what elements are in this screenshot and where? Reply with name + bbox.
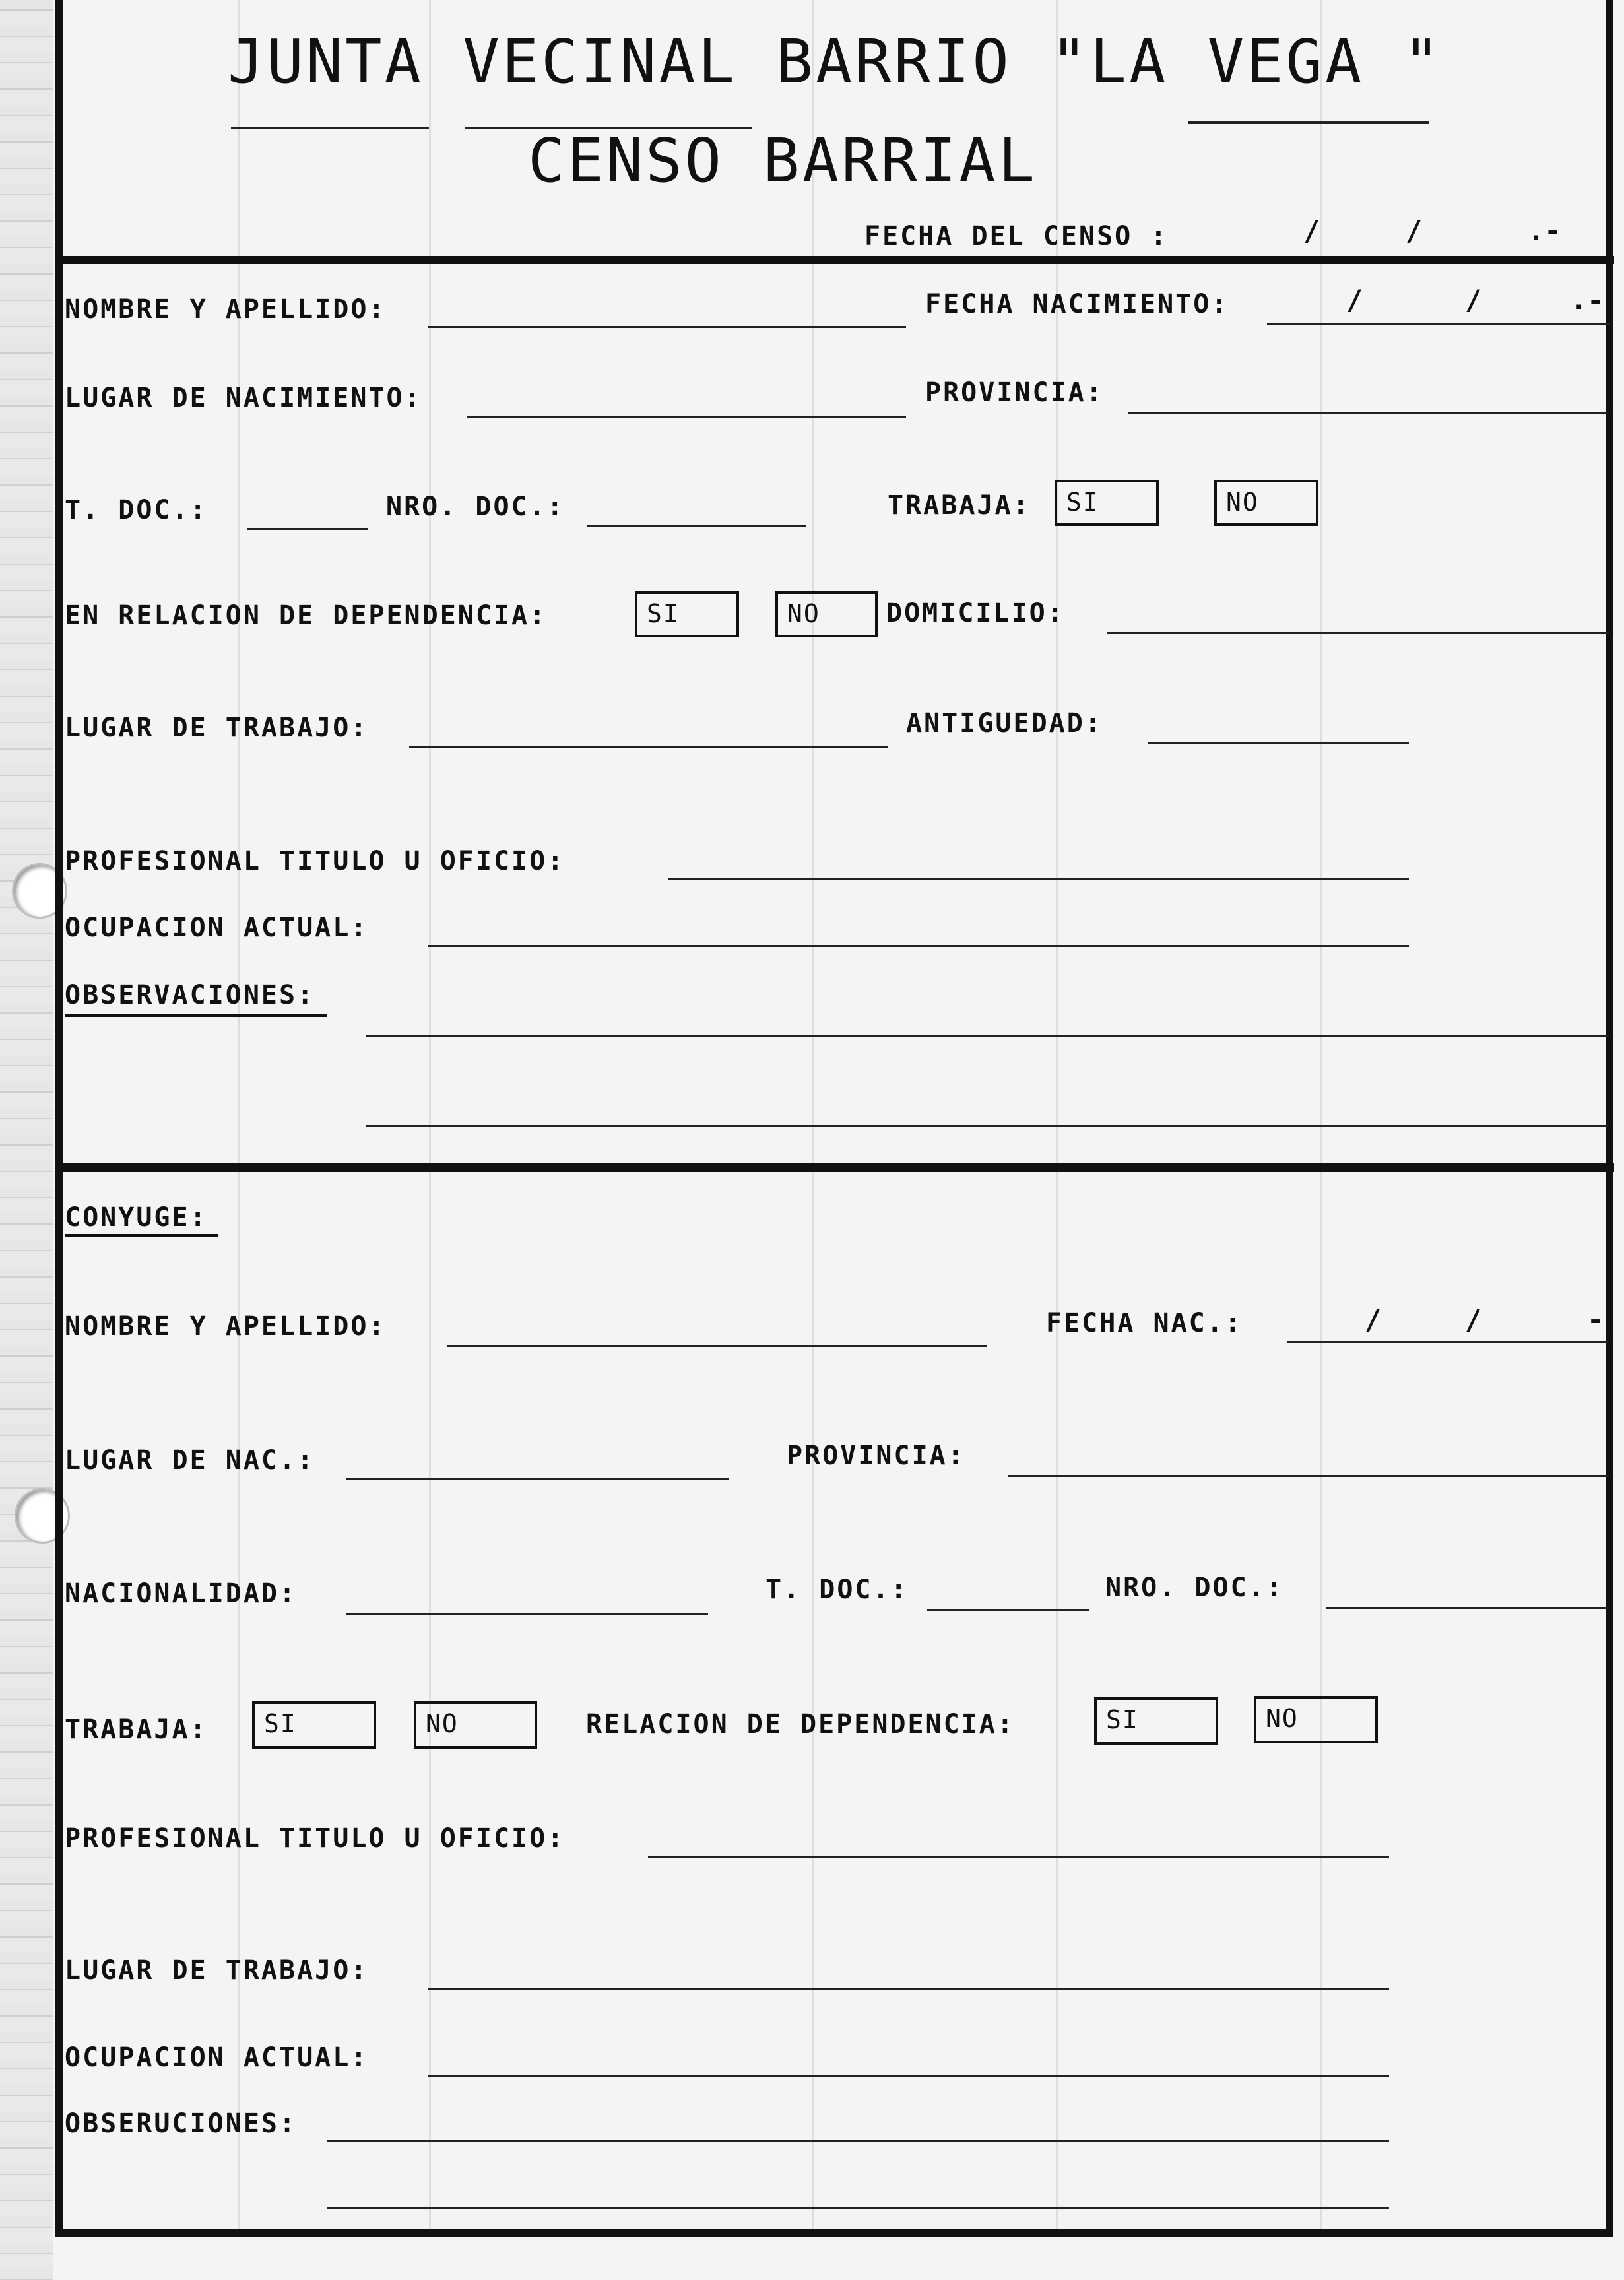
name-label: NOMBRE Y APELLIDO:	[65, 294, 387, 325]
date-separator: /	[1465, 1303, 1482, 1336]
header-divider	[55, 256, 1614, 264]
works-yes-checkbox[interactable]: SI	[1055, 480, 1159, 526]
spouse-occupation-field[interactable]	[428, 2075, 1389, 2077]
birth-place-label: LUGAR DE NACIMIENTO:	[65, 383, 422, 413]
spouse-doc-type-field[interactable]	[927, 1609, 1089, 1611]
spouse-profession-field[interactable]	[648, 1856, 1389, 1858]
census-date-label: FECHA DEL CENSO :	[864, 221, 1169, 251]
title-underline	[1188, 121, 1429, 124]
occupation-label: OCUPACION ACTUAL:	[65, 913, 369, 943]
seniority-label: ANTIGUEDAD:	[906, 708, 1103, 738]
dependency-label: EN RELACION DE DEPENDENCIA:	[65, 601, 548, 631]
profession-field[interactable]	[668, 878, 1409, 880]
doc-type-field[interactable]	[247, 528, 368, 530]
spouse-section-underline	[65, 1234, 218, 1237]
spouse-nationality-label: NACIONALIDAD:	[65, 1579, 298, 1609]
dependency-yes-checkbox[interactable]: SI	[635, 591, 739, 637]
form-subtitle: CENSO BARRIAL	[528, 125, 1038, 196]
spouse-province-field[interactable]	[1008, 1475, 1609, 1477]
spouse-dependency-no-checkbox[interactable]: NO	[1254, 1696, 1378, 1743]
observations-label-underline	[65, 1014, 327, 1017]
spouse-doc-number-field[interactable]	[1326, 1607, 1609, 1609]
dependency-no-checkbox[interactable]: NO	[775, 591, 878, 637]
profession-label: PROFESIONAL TITULO U OFICIO:	[65, 846, 566, 876]
spouse-province-label: PROVINCIA:	[787, 1441, 965, 1471]
date-end-mark: .-	[1528, 214, 1561, 247]
spouse-birth-place-field[interactable]	[346, 1478, 729, 1480]
address-label: DOMICILIO:	[886, 598, 1065, 628]
date-end-mark: -	[1587, 1303, 1604, 1336]
date-separator: /	[1406, 214, 1423, 247]
spouse-nationality-field[interactable]	[346, 1613, 708, 1615]
spouse-doc-number-label: NRO. DOC.:	[1105, 1573, 1284, 1603]
province-field[interactable]	[1128, 412, 1609, 414]
workplace-label: LUGAR DE TRABAJO:	[65, 713, 369, 743]
spouse-works-label: TRABAJA:	[65, 1714, 208, 1745]
date-end-mark: .-	[1571, 284, 1604, 316]
date-separator: /	[1346, 284, 1363, 316]
date-separator: /	[1303, 214, 1320, 247]
province-label: PROVINCIA:	[925, 377, 1104, 408]
spouse-works-no-checkbox[interactable]: NO	[414, 1701, 537, 1749]
observations-field-line-2[interactable]	[366, 1125, 1609, 1127]
spouse-doc-type-label: T. DOC.:	[765, 1575, 909, 1605]
seniority-field[interactable]	[1148, 742, 1409, 744]
date-separator: /	[1465, 284, 1482, 316]
observations-label: OBSERVACIONES:	[65, 980, 315, 1010]
birth-date-field[interactable]	[1267, 323, 1610, 325]
name-field[interactable]	[428, 326, 906, 328]
form-title: JUNTA VECINAL BARRIO "LA VEGA "	[228, 26, 1443, 97]
spouse-birth-place-label: LUGAR DE NAC.:	[65, 1445, 315, 1476]
spouse-dependency-yes-checkbox[interactable]: SI	[1094, 1697, 1218, 1745]
spouse-name-field[interactable]	[447, 1345, 987, 1347]
address-field[interactable]	[1107, 632, 1609, 634]
works-no-checkbox[interactable]: NO	[1214, 480, 1318, 526]
title-underline	[231, 127, 429, 129]
occupation-field[interactable]	[428, 945, 1409, 947]
birth-date-label: FECHA NACIMIENTO:	[925, 289, 1229, 319]
doc-type-label: T. DOC.:	[65, 495, 208, 525]
spouse-works-yes-checkbox[interactable]: SI	[252, 1701, 376, 1749]
workplace-field[interactable]	[409, 746, 888, 748]
works-label: TRABAJA:	[888, 490, 1031, 521]
observations-field-line-1[interactable]	[366, 1035, 1609, 1037]
spouse-observations-field-line-1[interactable]	[327, 2140, 1389, 2142]
birth-place-field[interactable]	[467, 416, 906, 418]
spouse-observations-label: OBSERUCIONES:	[65, 2108, 298, 2139]
spouse-birth-date-field[interactable]	[1287, 1341, 1609, 1343]
spouse-dependency-label: RELACION DE DEPENDENCIA:	[586, 1709, 1015, 1740]
doc-number-label: NRO. DOC.:	[386, 492, 565, 522]
spouse-occupation-label: OCUPACION ACTUAL:	[65, 2042, 369, 2073]
form-frame	[55, 0, 1613, 2237]
spouse-observations-field-line-2[interactable]	[327, 2207, 1389, 2209]
spouse-birth-date-label: FECHA NAC.:	[1046, 1308, 1243, 1338]
section-divider	[55, 1163, 1614, 1172]
spouse-name-label: NOMBRE Y APELLIDO:	[65, 1311, 387, 1342]
spouse-workplace-field[interactable]	[428, 1988, 1389, 1990]
doc-number-field[interactable]	[587, 525, 806, 527]
spouse-section-label: CONYUGE:	[65, 1202, 208, 1233]
spouse-workplace-label: LUGAR DE TRABAJO:	[65, 1955, 369, 1986]
left-margin	[0, 0, 53, 2280]
spouse-profession-label: PROFESIONAL TITULO U OFICIO:	[65, 1823, 566, 1854]
date-separator: /	[1365, 1303, 1382, 1336]
